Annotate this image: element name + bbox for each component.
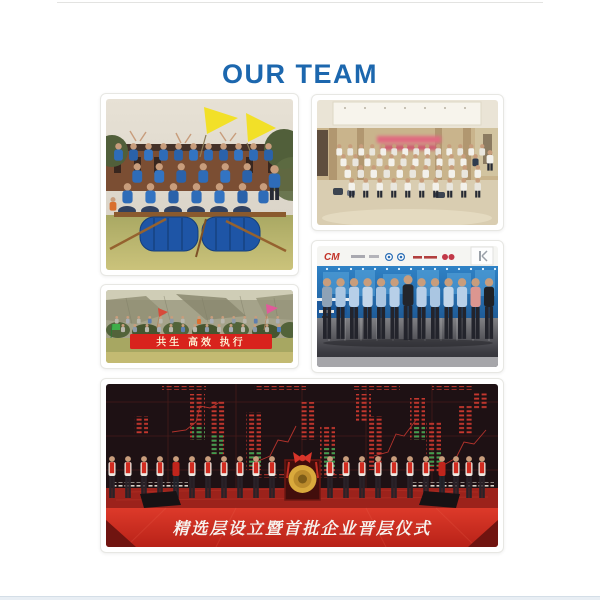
wooden-plank	[114, 212, 286, 217]
slogan-banner	[130, 334, 272, 349]
gong-ceremony-photo	[106, 384, 498, 547]
section-divider-bottom	[0, 596, 600, 600]
ceremony-banner-text: 精选层设立暨首批企业晋层仪式	[172, 520, 432, 538]
team-building-photo	[106, 99, 293, 270]
mountain-outing-photo	[106, 290, 293, 363]
stage-speaker	[419, 491, 460, 508]
lobby-group-photo	[317, 100, 498, 225]
pink-banner-blur	[377, 136, 441, 150]
photo-card-mountain-outing	[100, 284, 299, 369]
booth-lights	[326, 268, 496, 270]
booth-logo-text: CM	[324, 252, 340, 263]
stage-speaker	[140, 491, 181, 508]
photo-card-gong-ceremony	[100, 378, 504, 553]
photo-card-team-building	[100, 93, 299, 276]
page-title: OUR TEAM	[222, 59, 378, 90]
exhibition-team-photo	[317, 246, 498, 367]
photo-card-lobby-group	[311, 94, 504, 231]
green-flag	[112, 324, 120, 330]
photo-card-exhibition-team	[311, 240, 504, 373]
section-divider-top	[57, 2, 543, 3]
slogan-banner-text: 共生 高效 执行	[156, 337, 246, 349]
